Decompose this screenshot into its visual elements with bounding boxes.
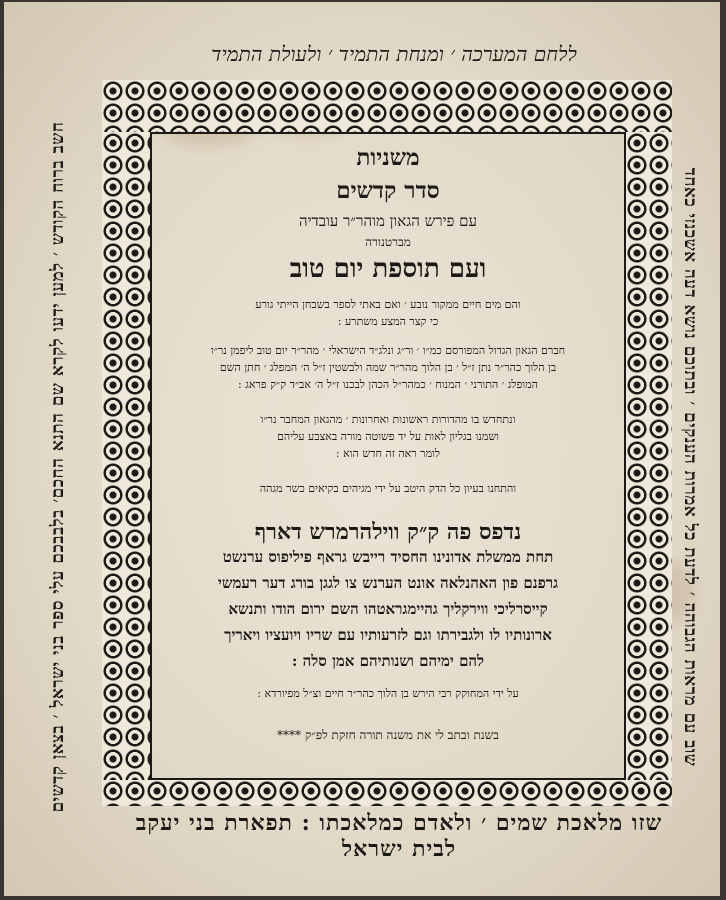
edition-line: ונתחדש בו מהדורות ראשונות ואחרונות ׳ מהגאון המחבר נר״ו [260, 413, 516, 426]
left-margin-text: חשב ברוח הקודש ׳ למען ידעו לקרא שם התנא החכם׳ בלבבכם עלי ספר בני ישראל ׳ בצאן קדשים [48, 121, 68, 813]
commentator-name: מברטנורה [365, 235, 411, 249]
seder-title: סדר קדשים [336, 177, 440, 204]
edition-line: לומר ראה זה חדש הוא : [335, 447, 441, 460]
ornamental-border-bottom [102, 780, 672, 806]
printer-line: על ידי המחוקק רבי הירש בן הלוך כהר״ר חיים וצ״ל מפיורדא : [257, 687, 519, 700]
title-page [4, 2, 720, 896]
proofread-line: והתחנו בעיון כל הדק היטב על ידי מגיהים בקיאים כשר מגהה [259, 482, 517, 495]
main-title: משניות [356, 144, 420, 171]
tosfot-title: ועם תוספת יום טוב [289, 254, 487, 284]
author-line: בן הלוך כהר״ר נתן ז״ל ׳ בן הלוך מהר״ר שמה ולבשטין ז״ל ה׳ המפלג ׳ חתן השם [219, 361, 557, 374]
intro-line: והם מים חיים ממקור נובע ׳ ואם באתי לספר בשבחן הייתי גורע [255, 298, 521, 311]
commentary-line: עם פירש הגאון מוהר״ר עובדיה [298, 212, 478, 230]
printing-body-line: ארונותיו לו ולגבירתו וגם לזרעותיו עם שריו ויועציו ויאריך [224, 626, 552, 644]
bottom-line: שזו מלאכת שמים ׳ ולאדם כמלאכתו : תפארת בני יעקב לבית ישראל [135, 810, 663, 862]
printing-body-line: תחת ממשלת אדונינו החסיד רייבש גראף פיליפוס ערנשט [222, 548, 554, 566]
author-line: המופלג ׳ התורני ׳ המנוח ׳ כמהר״ל הכהן לבכנו ז״ל ה׳ אב״ד ק״ק פראג : [238, 378, 538, 391]
year-line: בשנת ובתב לי את משנה תורה חזקת לפ״ק **** [277, 728, 499, 742]
right-margin-text: שוב עם מראות הגבוהה ׳ לדעת כל אמרות הענקים ׳ ובתוכם נושא דעה אשכנזי כאחד [680, 167, 700, 767]
ornamental-border-left [102, 132, 150, 780]
author-line: חברם הגאון הגדול המפורסם כמ״ו ׳ ור״ג ונלג״ד הישראלי ׳ מהר״ר יום טוב ליפמן נר״ו [210, 344, 566, 357]
printing-body-line: להם ימיהם ושנותיהם אמן סלה : [291, 652, 485, 670]
printed-at-line: נדפס פה ק״ק ווילהרמרש דארף [254, 519, 522, 545]
title-content [156, 142, 620, 772]
ornamental-border-right [626, 132, 672, 780]
top-line: ללחם המערכה ׳ ומנחת התמיד ׳ ולעולת התמיד [211, 42, 577, 66]
edition-line: ושמנו בגליון לאות על יד פשוטה מורה באצבע עליהם [277, 430, 499, 443]
intro-line: כי קצר המצע משתרע : [337, 315, 439, 328]
printing-body-line: גרפנם פון האהנלאה אונט הערנש צו לגגן בורג דער רעמשי [217, 574, 559, 592]
ornamental-border-top [102, 80, 672, 132]
printing-body-line: קייסרליכי ווירקליך גהיימגראטהו השם ירום הודו ותנשא [228, 600, 548, 618]
